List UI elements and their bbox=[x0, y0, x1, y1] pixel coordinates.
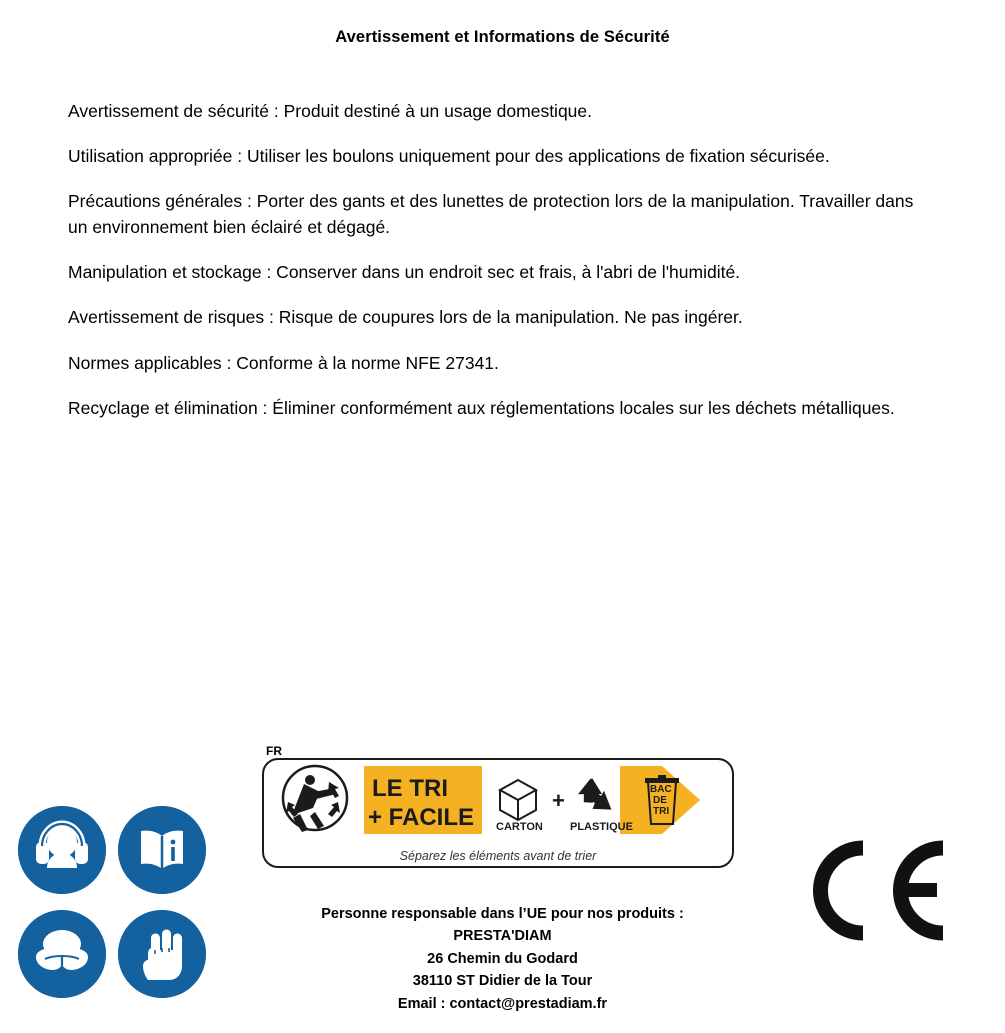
footer-area bbox=[0, 718, 1005, 1033]
responsible-person-line bbox=[0, 903, 1005, 925]
paragraph-general-precautions: Précautions générales : Porter des gants et des lunettes de protection lors de la manipulation. Travailler dans un environnement bien éclairé et dégagé. bbox=[68, 191, 914, 237]
document-body bbox=[68, 47, 937, 422]
paragraph-recycling-disposal: Recyclage et élimination : Éliminer conformément aux réglementations locales sur les déchets métalliques. bbox=[68, 398, 895, 419]
svg-text:CARTON: CARTON bbox=[496, 821, 543, 833]
svg-text:TRI: TRI bbox=[653, 806, 670, 817]
company-address: 26 Chemin du Godard bbox=[427, 950, 578, 967]
paragraph-handling-storage: Manipulation et stockage : Conserver dans un endroit sec et frais, à l'abri de l'humidité. bbox=[68, 262, 741, 282]
svg-text:+ FACILE: + FACILE bbox=[368, 804, 475, 831]
svg-text:PLASTIQUE: PLASTIQUE bbox=[570, 821, 633, 833]
page-title: Avertissement et Informations de Sécurité bbox=[335, 28, 670, 46]
language-tag-fr: FR bbox=[266, 744, 282, 758]
svg-text:BAC: BAC bbox=[650, 784, 672, 795]
svg-text:+: + bbox=[552, 788, 565, 813]
paragraph-risk-warning: Avertissement de risques : Risque de coupures lors de la manipulation. Ne pas ingérer. bbox=[68, 307, 743, 328]
triman-recycling-banner bbox=[262, 736, 732, 866]
paragraph-proper-use: Utilisation appropriée : Utiliser les boulons uniquement pour des applications de fixation sécurisée. bbox=[68, 145, 830, 166]
svg-text:LE TRI: LE TRI bbox=[372, 775, 448, 802]
document-page bbox=[0, 28, 1005, 1033]
company-name: PRESTA'DIAM bbox=[453, 928, 552, 945]
paragraph-safety-warning: Avertissement de sécurité : Produit destiné à un usage domestique. bbox=[68, 100, 593, 121]
responsible-person-ue: UE bbox=[526, 906, 547, 922]
ear-protection-icon bbox=[18, 806, 106, 894]
responsible-person-prefix: Personne responsable dans l’ bbox=[321, 906, 527, 922]
company-city: 38110 ST Didier de la Tour bbox=[412, 973, 593, 990]
triman-banner-box bbox=[262, 758, 734, 868]
read-instructions-icon bbox=[118, 806, 206, 894]
svg-text:DE: DE bbox=[653, 795, 667, 806]
triman-caption: Séparez les éléments avant de trier bbox=[399, 849, 597, 863]
company-email: Email : contact@prestadiam.fr bbox=[397, 995, 608, 1012]
paragraph-applicable-standards: Normes applicables : Conforme à la norme NFE 27341. bbox=[68, 352, 499, 373]
responsible-person-block bbox=[0, 903, 1005, 1015]
responsible-person-suffix: pour nos produits : bbox=[546, 906, 684, 922]
